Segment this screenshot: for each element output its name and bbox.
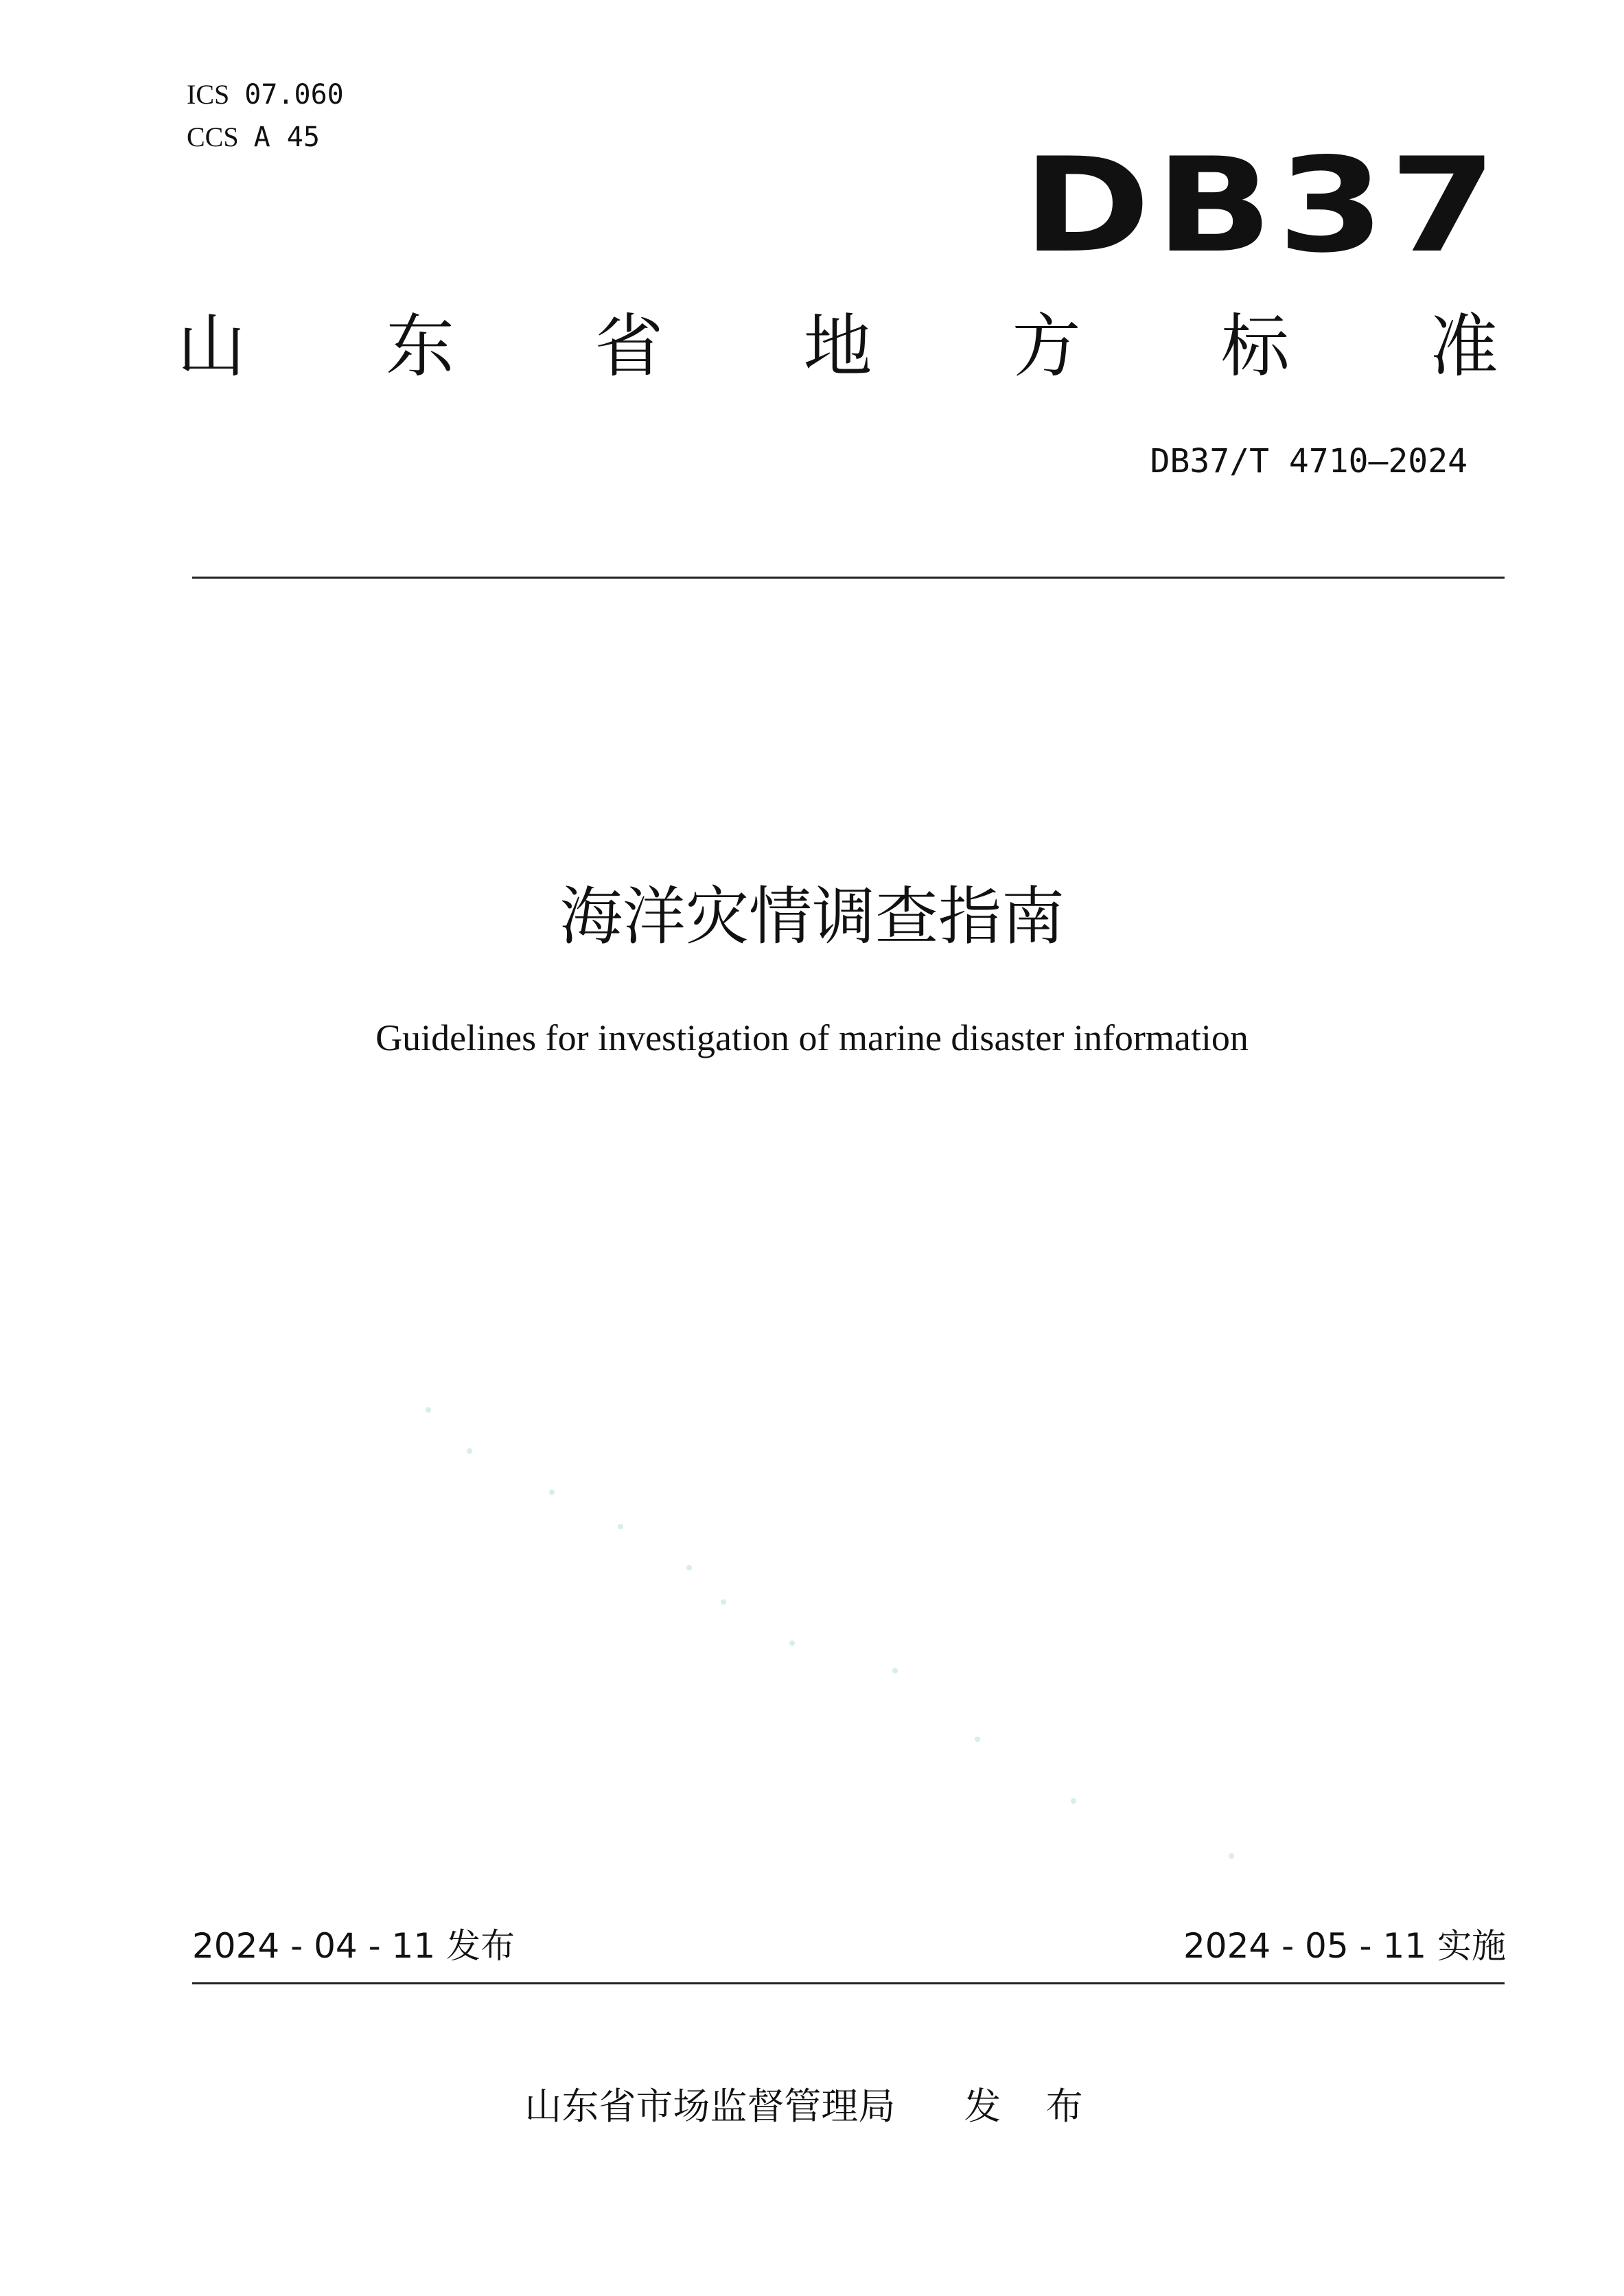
standard-type-char: 东	[386, 306, 455, 386]
implementation-date: 2024 - 05 - 11 实施	[1183, 1926, 1506, 1966]
ics-code	[187, 79, 344, 111]
ccs-value: A 45	[253, 121, 320, 153]
ccs-code	[187, 121, 320, 153]
bottom-divider	[192, 1982, 1505, 1984]
standard-type-char: 地	[803, 306, 872, 386]
issue-date: 2024 - 04 - 11 发布	[192, 1926, 515, 1966]
document-title-en: Guidelines for investigation of marine disaster information	[375, 1017, 1249, 1058]
standard-type-char: 省	[594, 306, 664, 386]
publisher-action: 发 布	[964, 2085, 1100, 2128]
standard-type-char: 标	[1220, 306, 1290, 386]
standard-type-heading	[177, 306, 1498, 386]
top-divider	[192, 577, 1505, 579]
publisher-line	[0, 2085, 1624, 2128]
db37-logo: DB37	[1023, 130, 1502, 281]
document-title-cn: 海洋灾情调查指南	[559, 880, 1065, 953]
ics-label: ICS	[187, 79, 230, 110]
publisher-name: 山东省市场监督管理局	[524, 2085, 896, 2128]
standard-number: DB37/T 4710—2024	[1150, 442, 1468, 480]
ccs-label: CCS	[187, 121, 239, 152]
standard-type-char: 山	[177, 306, 246, 386]
standard-type-char: 准	[1429, 306, 1498, 386]
standard-type-char: 方	[1012, 306, 1081, 386]
ics-value: 07.060	[244, 79, 344, 111]
